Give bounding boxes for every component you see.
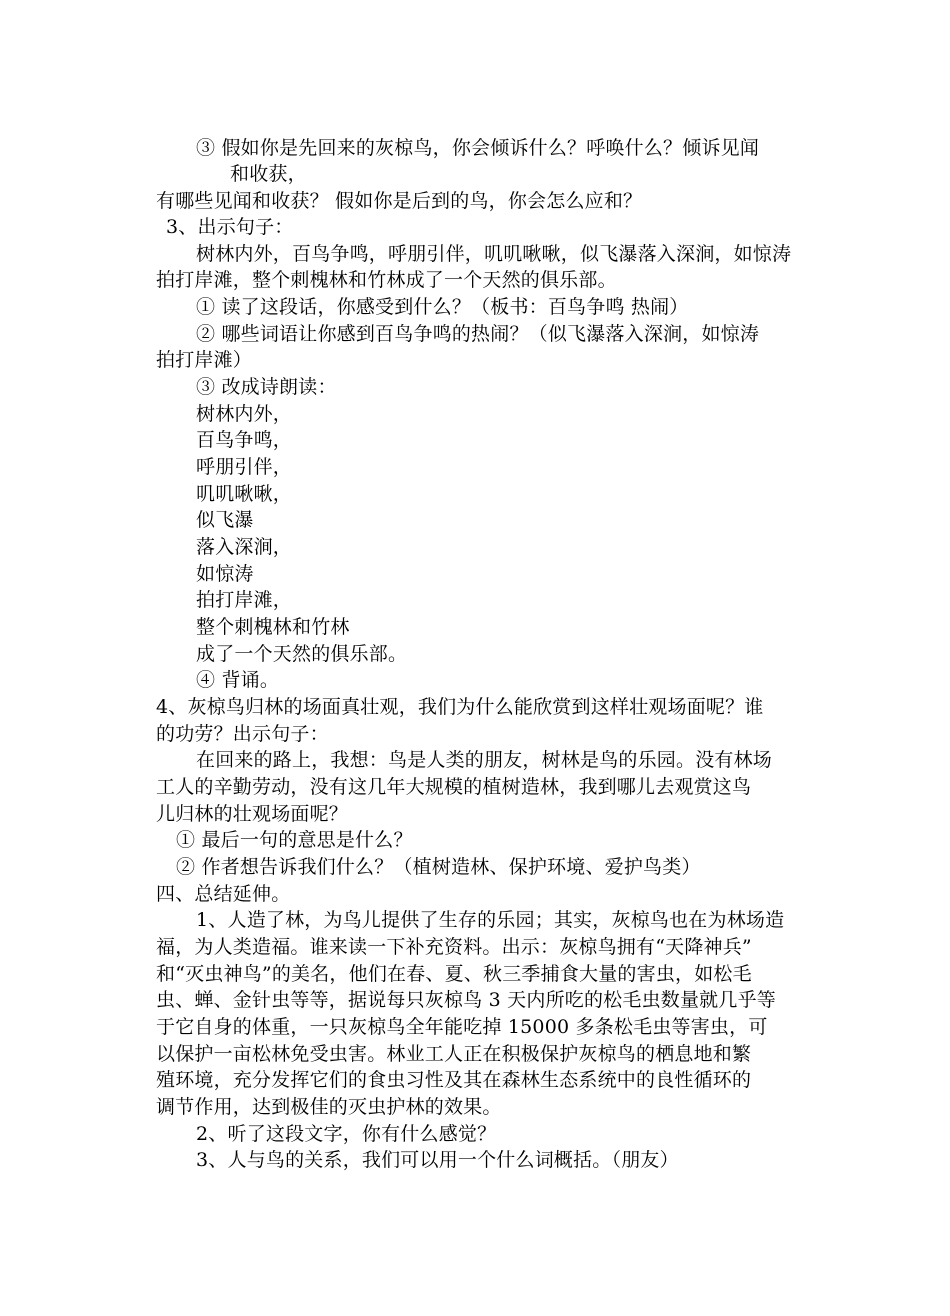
text-line — [196, 668, 279, 692]
text-line — [176, 855, 701, 879]
text-line-content: 呼朋引伴， — [196, 456, 293, 478]
text-line — [230, 162, 307, 186]
text-line — [156, 722, 329, 746]
text-line-content: ② 哪些词语让你感到百鸟争鸣的热闹？（似飞瀑落入深涧，如惊涛 — [196, 323, 760, 345]
text-line-content: 调节作用，达到极佳的灭虫护林的效果。 — [156, 1096, 502, 1118]
text-line — [156, 802, 348, 826]
text-line — [156, 1095, 502, 1119]
text-line-content: 似飞瀑 — [196, 509, 254, 531]
text-line — [196, 428, 292, 452]
text-line-content: 的功劳？出示句子： — [156, 723, 329, 745]
text-line — [196, 908, 784, 932]
text-line — [156, 189, 642, 213]
text-line — [196, 402, 292, 426]
text-line-content: 2、听了这段文字，你有什么感觉？ — [196, 1123, 497, 1145]
text-line — [196, 295, 688, 319]
text-line — [156, 775, 751, 799]
text-line-content: 拍打岸滩） — [156, 349, 253, 371]
text-line-content: 于它自身的体重，一只灰椋鸟全年能吃掉 15000 多条松毛虫等害虫，可 — [156, 1016, 768, 1038]
text-line — [156, 882, 290, 906]
text-line-content: ② 作者想告诉我们什么？（植树造林、保护环境、爱护鸟类） — [176, 856, 701, 878]
text-line-content: 拍打岸滩， — [196, 589, 293, 611]
text-line — [156, 988, 776, 1012]
text-line — [196, 136, 759, 160]
text-line-content: 整个刺槐林和竹林 — [196, 616, 350, 638]
text-line — [196, 482, 292, 506]
text-line-content: 落入深涧， — [196, 536, 293, 558]
text-line-content: 3、人与鸟的关系，我们可以用一个什么词概括。（朋友） — [196, 1149, 679, 1171]
text-line — [196, 642, 407, 666]
text-line-content: 3、出示句子： — [166, 216, 294, 238]
text-line — [156, 695, 764, 719]
text-line-content: ① 最后一句的意思是什么？ — [176, 829, 413, 851]
text-line — [156, 268, 617, 292]
text-line — [196, 615, 350, 639]
text-line-content: ④ 背诵。 — [196, 669, 280, 691]
text-line — [196, 375, 337, 399]
text-line-content: 4、灰椋鸟归林的场面真壮观，我们为什么能欣赏到这样壮观场面呢？谁 — [156, 696, 764, 718]
text-line — [176, 828, 413, 852]
text-line — [156, 1015, 768, 1039]
text-line-content: ③ 改成诗朗读： — [196, 376, 337, 398]
text-line-content: ③ 假如你是先回来的灰椋鸟，你会倾诉什么？呼唤什么？倾诉见闻 — [196, 137, 760, 159]
text-line-content: 儿归林的壮观场面呢？ — [156, 803, 349, 825]
text-line-content: 在回来的路上，我想：鸟是人类的朋友，树林是鸟的乐园。没有林场 — [196, 749, 773, 771]
text-line-content: 工人的辛勤劳动，没有这几年大规模的植树造林，我到哪儿去观赏这鸟 — [156, 776, 752, 798]
text-line — [196, 508, 254, 532]
text-line-content: 福，为人类造福。谁来读一下补充资料。出示：灰椋鸟拥有“天降神兵” — [156, 936, 752, 958]
text-line-content: 四、总结延伸。 — [156, 883, 291, 905]
text-line-content: 虫、蝉、金针虫等等，据说每只灰椋鸟 3 天内所吃的松毛虫数量就几乎等 — [156, 989, 776, 1011]
text-line — [196, 242, 791, 266]
text-line-content: 和收获， — [230, 163, 307, 185]
text-line — [196, 748, 772, 772]
text-line-content: 树林内外，百鸟争鸣，呼朋引伴，叽叽啾啾，似飞瀑落入深涧，如惊涛 — [196, 243, 792, 265]
text-line — [156, 935, 752, 959]
text-line — [196, 1122, 496, 1146]
text-line — [156, 962, 752, 986]
text-line-content: ① 读了这段话，你感受到什么？（板书：百鸟争鸣 热闹） — [196, 296, 689, 318]
text-line-content: 有哪些见闻和收获？ 假如你是后到的鸟，你会怎么应和？ — [156, 190, 643, 212]
text-line — [196, 455, 292, 479]
text-line-content: 和“灭虫神鸟”的美名，他们在春、夏、秋三季捕食大量的害虫，如松毛 — [156, 963, 752, 985]
text-line-content: 殖环境，充分发挥它们的食虫习性及其在森林生态系统中的良性循环的 — [156, 1069, 752, 1091]
text-line-content: 以保护一亩松林免受虫害。林业工人正在积极保护灰椋鸟的栖息地和繁 — [156, 1043, 752, 1065]
text-line — [156, 348, 252, 372]
text-line-content: 如惊涛 — [196, 563, 254, 585]
text-line-content: 树林内外， — [196, 403, 293, 425]
text-line — [196, 588, 292, 612]
text-line-content: 拍打岸滩，整个刺槐林和竹林成了一个天然的俱乐部。 — [156, 269, 617, 291]
text-line — [196, 535, 292, 559]
text-line-content: 叽叽啾啾， — [196, 483, 293, 505]
text-line — [196, 322, 759, 346]
text-line-content: 百鸟争鸣， — [196, 429, 293, 451]
text-line — [166, 215, 294, 239]
text-line — [196, 562, 254, 586]
text-line-content: 1、人造了林，为鸟儿提供了生存的乐园；其实，灰椋鸟也在为林场造 — [196, 909, 785, 931]
text-line — [196, 1148, 679, 1172]
text-line — [156, 1068, 751, 1092]
text-line-content: 成了一个天然的俱乐部。 — [196, 643, 408, 665]
text-line — [156, 1042, 751, 1066]
